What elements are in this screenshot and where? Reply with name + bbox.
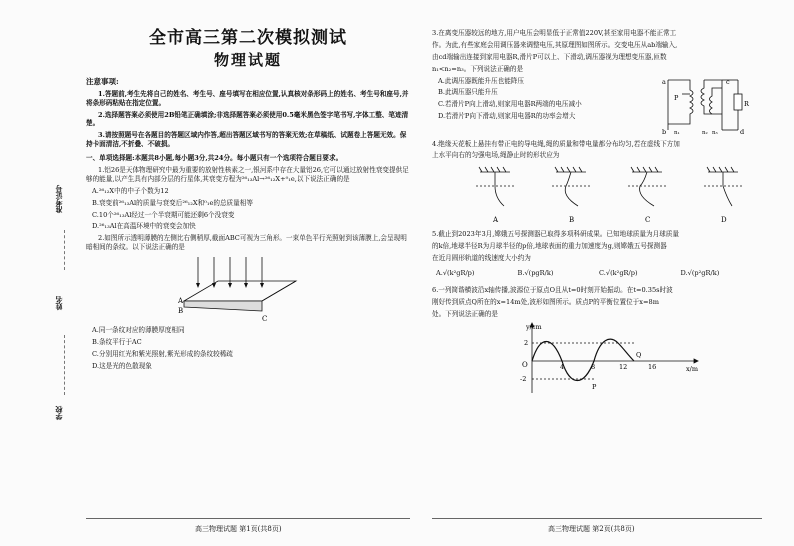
q3-line: 作。为此,有些家庭会用调压器来调整电压,其原理图如图所示。交变电压从ab端输入, — [432, 40, 678, 49]
q6-x-tick: 16 — [648, 362, 657, 371]
q2-label-c: C — [262, 315, 268, 324]
q4-figure-c — [628, 167, 668, 206]
q1-option-b: B.衰变前²⁶₁₃Al的质量与衰变后²⁶₁₂X和⁰₁e的总质量相等 — [92, 198, 253, 207]
q3-label-b: b — [662, 127, 667, 136]
q1-stem: 1.铝26是天体物理研究中最为重要的放射性核素之一,银河系中存在大量铝26,它可以通过放射性衰变提供足够的能量,以产生具有内部分层的行星体,其衰变方程为²⁶₁₃Al→²⁶₁₂X+⁰₁e,以下说法正确的是 — [86, 166, 409, 183]
q5-line: 的k倍,地球半径R为月球半径的p倍,地球表面的重力加速度为g,则嫦娥五号探测器 — [432, 242, 667, 251]
strip-divider — [64, 230, 65, 270]
q6-y-label: y/cm — [526, 322, 542, 331]
q3-label-n2: n₂ — [702, 129, 708, 136]
q3-block — [432, 74, 762, 136]
q4-choice-c: C — [645, 216, 651, 225]
q5-option-b: B.√(pgR/k) — [517, 269, 554, 278]
q6-x-tick: 12 — [619, 362, 628, 371]
exam-subtitle: 物理试题 — [213, 51, 282, 70]
label-name: 姓名 — [54, 296, 63, 310]
q4-rope-figures — [432, 162, 762, 226]
q6-line: 刚好传到质点Q所在的x=14m处,波形如图所示。质点P的平衡位置位于x=8m — [432, 297, 659, 306]
q3-option-c: C.若滑片P向上滑动,则家用电器R两端的电压减小 — [438, 100, 582, 109]
q3-line: n₁<n₂=n₃。下列说法正确的是 — [432, 64, 524, 73]
q3-label-n3: n₃ — [712, 129, 718, 136]
q2-label-a: A — [178, 297, 184, 306]
q4-figure-b — [552, 167, 592, 206]
q6-x-tick: 4 — [560, 362, 565, 371]
q6-line: 6.一列简谐横波沿x轴传播,波源位于原点O且从t=0时刻开始振动。在t=0.35s时波 — [432, 285, 673, 294]
q2-film-figure — [178, 255, 328, 323]
q2-option-d: D.这是光的色散现象 — [92, 361, 152, 370]
q1-option-d: D.²⁶₁₃Al在高温环境中的衰变会加快 — [92, 222, 196, 231]
right-footer-rule — [432, 518, 762, 519]
q3-label-p: P — [674, 93, 679, 102]
q6-origin: O — [522, 360, 528, 369]
q2-stem: 2.如图所示透明薄膜的左侧比右侧稍厚,截面ABC可视为三角形。一束单色平行光照射到该薄膜上,会呈现明暗相间的条纹。以下说法正确的是 — [86, 234, 407, 252]
q5-option-c: C.√(k²gR/p) — [599, 269, 638, 278]
q5-options — [432, 269, 762, 278]
q3-transformer-figure — [660, 74, 756, 136]
q3-option-d: D.若滑片P向下滑动,则家用电器R的功率会增大 — [438, 112, 576, 121]
q6-x-tick: 8 — [591, 362, 596, 371]
q3-option-a: A.此调压器既能升压也能降压 — [438, 76, 524, 85]
q3-label-a: a — [662, 77, 666, 86]
q5-line: 5.截止到2023年3月,嫦娥五号探测器已取得多项科研成果。已知地球质量为月球质量 — [432, 230, 679, 239]
q2-option-a: A.同一条纹对应的薄膜厚度相同 — [92, 326, 185, 335]
q2-option-c: C.分别用红光和紫光照射,紫光形成的条纹较稀疏 — [92, 349, 233, 358]
binding-strip — [40, 0, 76, 546]
q6-line: 处。下列说法正确的是 — [432, 309, 498, 318]
notice-item: 2.选择题答案必须使用2B铅笔正确填涂;非选择题答案必须使用0.5毫米黑色签字笔书写,字体工整、笔迹清楚。 — [86, 110, 409, 128]
q2-label-b: B — [178, 307, 184, 316]
q4-figure-d — [704, 167, 744, 206]
q5-option-a: A.√(k²gR/p) — [436, 269, 475, 278]
q6-y-tick: -2 — [520, 374, 527, 383]
q3-option-b: B.此调压器只能升压 — [438, 88, 498, 97]
q4-choice-b: B — [569, 216, 575, 225]
q4-figure-a — [476, 167, 516, 206]
q6-y-tick: 2 — [524, 338, 529, 347]
label-exam-number: 准考证号 — [54, 185, 63, 213]
q3-label-c: c — [726, 77, 730, 86]
strip-divider — [64, 335, 65, 395]
q6-wave-graph — [514, 321, 714, 397]
q5-line: 在近月圆形轨道的线速度大小约为 — [432, 254, 531, 263]
q1-option-c: C.10个²⁶₁₃Al经过一个半衰期可能还剩6个没衰变 — [92, 210, 235, 219]
q6-point-p: P — [592, 382, 597, 391]
q3-line: 由cd端输出连接到家用电器R,滑片P可以上、下滑动,调压器视为理想变压器,匝数 — [432, 52, 667, 61]
q5-option-d: D.√(p²gR/k) — [680, 269, 720, 278]
q4-choice-d: D — [721, 216, 727, 225]
left-footer-rule — [86, 518, 410, 519]
exam-title: 全市高三第二次模拟测试 — [149, 28, 347, 48]
notice-heading: 注意事项: — [86, 76, 119, 86]
q4-choice-a: A — [493, 216, 499, 225]
q6-x-label: x/m — [686, 364, 699, 373]
q4-line: 上水平向右的匀强电场,绳静止时的形状应为 — [432, 151, 560, 160]
section-intro: 一、单项选择题:本题共8小题,每小题3分,共24分。每小题只有一个选项符合题目要求。 — [86, 154, 343, 163]
notice-item: 1.答题前,考生先将自己的姓名、考生号、座号填写在相应位置,认真核对条形码上的姓名、考生号和座号,并将条形码粘贴在指定位置。 — [86, 89, 409, 107]
label-school: 学校 — [54, 406, 63, 420]
q1-option-a: A.²⁶₁₂X中的中子个数为12 — [92, 186, 169, 195]
q3-label-r: R — [744, 99, 749, 108]
q6-point-q: Q — [636, 350, 642, 359]
q3-line: 3.在离变压器较远的地方,用户电压会明显低于正常值220V,甚至家用电器不能正常工 — [432, 29, 677, 37]
left-column — [86, 28, 410, 371]
q2-option-b: B.条纹平行于AC — [92, 338, 142, 347]
notice-item: 3.请按照题号在各题目的答题区域内作答,超出答题区域书写的答案无效;在草稿纸、试题卷上答题无效。保持卡面清洁,不折叠、不破损。 — [86, 131, 407, 149]
right-footer: 高三物理试题 第2页(共8页) — [548, 525, 635, 533]
q3-label-n1: n₁ — [674, 129, 680, 136]
right-column — [432, 26, 762, 397]
q3-label-d: d — [740, 127, 745, 136]
left-footer: 高三物理试题 第1页(共8页) — [195, 525, 282, 533]
q4-line: 4.绝缘天花板上悬挂有带正电的导电绳,绳的质量和带电量都分布均匀,若在虚线下方加 — [432, 139, 680, 148]
